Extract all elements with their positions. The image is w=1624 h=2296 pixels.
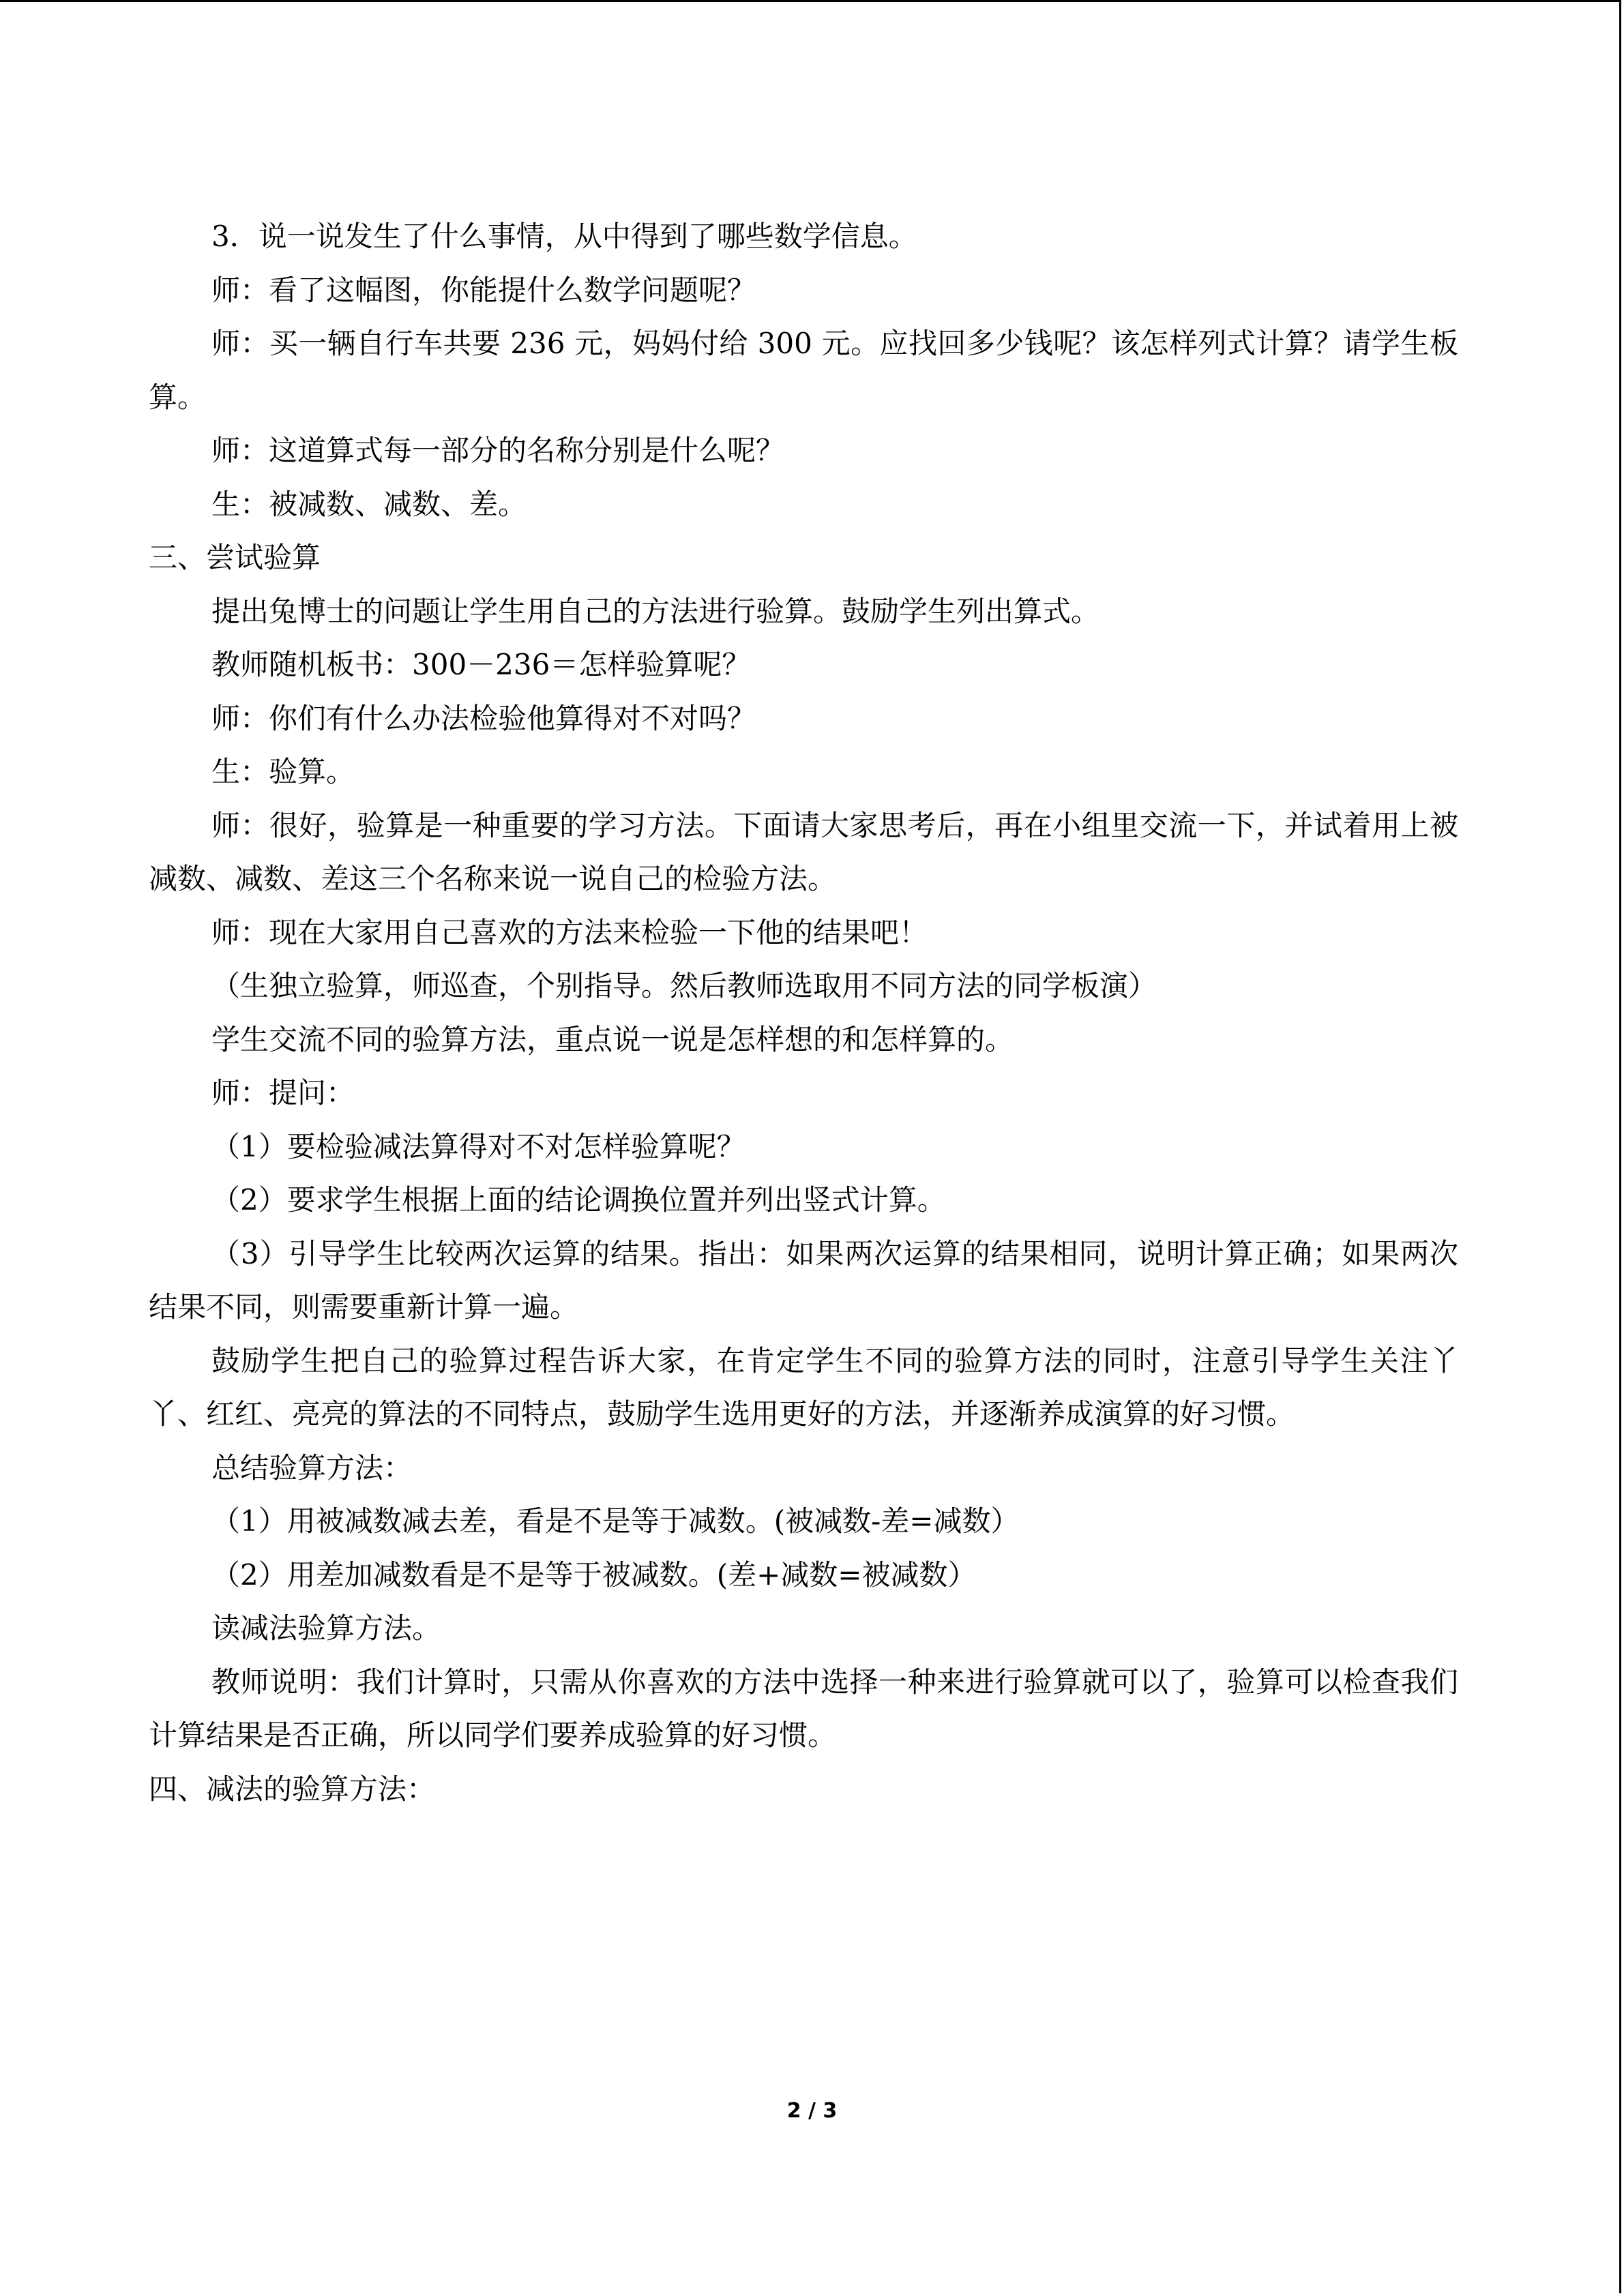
list-item: （1）要检验减法算得对不对怎样验算呢？ [211,1129,745,1163]
paragraph: 鼓励学生把自己的验算过程告诉大家，在肯定学生不同的验算方法的同时，注意引导学生关注丫丫、红红、亮亮的算法的不同特点，鼓励学生选用更好的方法，并逐渐养成演算的好习惯。 [149,1343,1458,1431]
paragraph: （生独立验算，师巡查，个别指导。然后教师选取用不同方法的同学板演） [211,969,1157,1002]
paragraph: 生：被减数、减数、差。 [211,487,527,521]
list-item: （1）用被减数减去差，看是不是等于减数。(被减数-差=减数） [211,1504,1020,1538]
paragraph: 总结验算方法： [211,1450,413,1485]
paragraph: 师：这道算式每一部分的名称分别是什么呢？ [211,434,785,467]
section-heading: 四、减法的验算方法： [149,1772,436,1806]
paragraph: 师：很好，验算是一种重要的学习方法。下面请大家思考后，再在小组里交流一下，并试着用上被减数、减数、差这三个名称来说一说自己的检验方法。 [149,808,1458,895]
paragraph: 师：买一辆自行车共要 236 元，妈妈付给 300 元。应找回多少钱呢？该怎样列式计算？请学生板算。 [149,327,1458,414]
paragraph: 生：验算。 [211,755,355,788]
paragraph: 师：看了这幅图，你能提什么数学问题呢？ [211,273,756,307]
list-item: （3）引导学生比较两次运算的结果。指出：如果两次运算的结果相同，说明计算正确；如果两次结果不同，则需要重新计算一遍。 [149,1236,1458,1324]
document-body [149,210,1458,1816]
section-heading: 三、尝试验算 [149,541,321,574]
paragraph: 师：提问： [211,1076,355,1109]
page-number: 2 / 3 [786,2099,838,2123]
list-item: （2）用差加减数看是不是等于被减数。(差+减数=被减数） [211,1557,977,1592]
paragraph: 3．说一说发生了什么事情，从中得到了哪些数学信息。 [211,220,917,253]
paragraph: 师：现在大家用自己喜欢的方法来检验一下他的结果吧！ [211,915,928,949]
paragraph: 师：你们有什么办法检验他算得对不对吗？ [211,701,756,735]
paragraph: 读减法验算方法。 [211,1611,441,1645]
paragraph: 教师说明：我们计算时，只需从你喜欢的方法中选择一种来进行验算就可以了，验算可以检查我们计算结果是否正确，所以同学们要养成验算的好习惯。 [149,1665,1458,1752]
paragraph: 提出兔博士的问题让学生用自己的方法进行验算。鼓励学生列出算式。 [211,594,1100,628]
paragraph: 教师随机板书：300－236＝怎样验算呢？ [211,648,751,681]
paragraph: 学生交流不同的验算方法，重点说一说是怎样想的和怎样算的。 [211,1022,1014,1056]
list-item: （2）要求学生根据上面的结论调换位置并列出竖式计算。 [211,1183,946,1217]
